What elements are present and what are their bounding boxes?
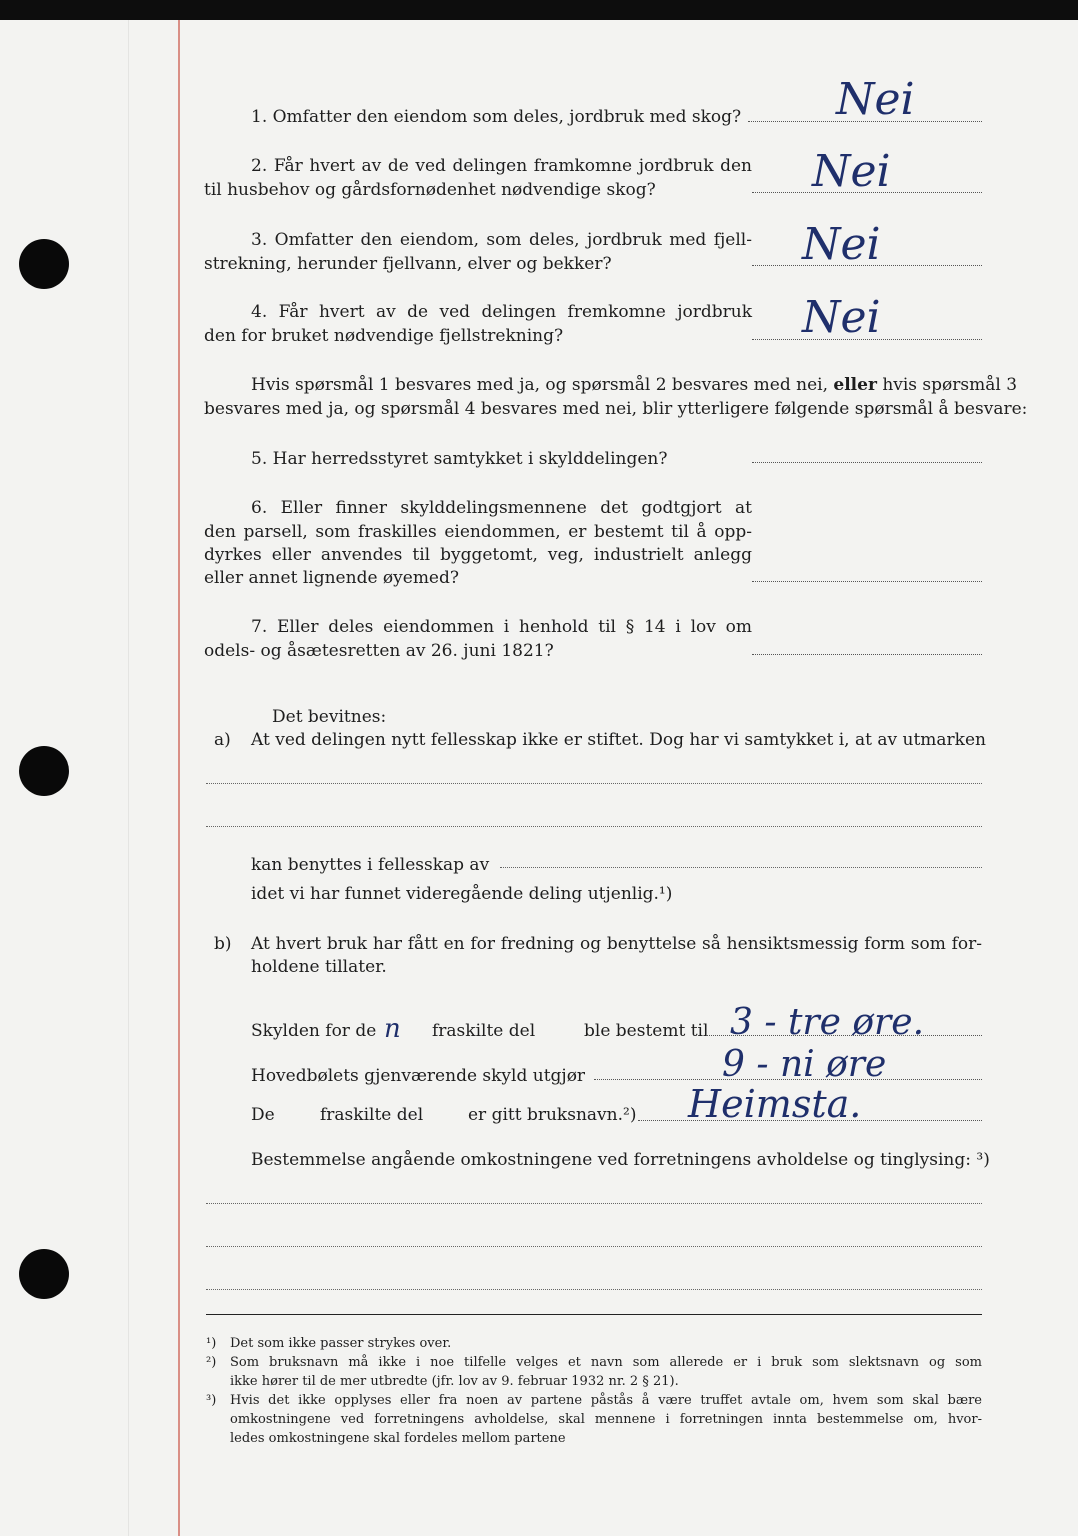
attest-a-reason: idet vi har funnet videregående deling utjenlig.¹) (251, 884, 673, 904)
bruk-label-c: er gitt bruksnavn.²) (468, 1105, 637, 1125)
answer-line-7 (752, 654, 982, 655)
attest-a-shared: kan benyttes i fellesskap av (251, 855, 490, 875)
attest-intro: Det bevitnes: (272, 707, 387, 727)
question-5: 5. Har herredsstyret samtykket i skylddelingen? (251, 449, 668, 469)
scan-top-edge (0, 0, 1078, 20)
question-1: 1. Omfatter den eiendom som deles, jordbruk med skog? (251, 107, 742, 127)
question-3-line2: strekning, herunder fjellvann, elver og bekker? (204, 254, 612, 274)
answer-line-5 (752, 462, 982, 463)
question-4-line2: den for bruket nødvendige fjellstrekning? (204, 326, 564, 346)
answer-line-6 (752, 581, 982, 582)
bruk-label-b: fraskilte del (320, 1105, 424, 1125)
question-3-line1: 3. Omfatter den eiendom, som deles, jordbruk med fjell- (251, 230, 752, 250)
answer-4: Nei (802, 292, 881, 343)
answer-1: Nei (836, 74, 915, 125)
footnote-3-line3: ledes omkostningene skal fordeles mellom partene (230, 1431, 566, 1446)
question-6-line1: 6. Eller finner skylddelingsmennene det godtgjort at (251, 498, 752, 518)
footnote-separator (206, 1314, 982, 1315)
footnote-3-mark: ³) (206, 1393, 217, 1408)
attest-a-text: At ved delingen nytt fellesskap ikke er stiftet. Dog har vi samtykket i, at av utmarken (251, 730, 986, 750)
question-7-line2: odels- og åsætesretten av 26. juni 1821? (204, 641, 554, 661)
question-2-line2: til husbehov og gårdsfornødenhet nødvendige skog? (204, 180, 656, 200)
cost-label: Bestemmelse angående omkostningene ved forretningens avholdelse og tinglysing: ³) (251, 1150, 990, 1170)
cost-fill-line (206, 1246, 982, 1247)
footnote-3-line1: Hvis det ikke opplyses eller fra noen av partene påstås å være truffet avtale om, hvem som skal bære (230, 1393, 982, 1408)
question-6-line3: dyrkes eller anvendes til byggetomt, veg, industrielt anlegg (204, 545, 752, 565)
attest-a-label: a) (214, 730, 231, 750)
question-6-line4: eller annet lignende øyemed? (204, 568, 459, 588)
skyld-label-c: ble bestemt til (584, 1021, 709, 1041)
footnote-2-mark: ²) (206, 1355, 217, 1370)
attest-b-line2: holdene tillater. (251, 957, 387, 977)
footnote-1-mark: ¹) (206, 1336, 217, 1351)
attest-a-shared-line (500, 867, 982, 868)
cost-fill-line (206, 1203, 982, 1204)
punch-hole-icon (19, 746, 69, 796)
conditional-line1: Hvis spørsmål 1 besvares med ja, og spørsmål 2 besvares med nei, eller hvis spørsmål 3 (251, 375, 1018, 395)
skyld-label-b: fraskilte del (432, 1021, 536, 1041)
question-4-line1: 4. Får hvert av de ved delingen fremkomne jordbruk (251, 302, 752, 322)
footnote-1: Det som ikke passer strykes over. (230, 1336, 452, 1351)
bruk-label-a: De (251, 1105, 275, 1125)
answer-3: Nei (802, 219, 881, 270)
paper-fold-line (128, 20, 129, 1536)
hoved-value: 9 - ni øre (722, 1044, 887, 1085)
attest-b-line1: At hvert bruk har fått en for fredning og benyttelse så hensiktsmessig form som for- (251, 934, 982, 954)
footnote-2-line2: ikke hører til de mer utbredte (jfr. lov av 9. februar 1932 nr. 2 § 21). (230, 1374, 679, 1389)
margin-rule (178, 20, 180, 1536)
punch-hole-icon (19, 1249, 69, 1299)
attest-a-fill-line (206, 826, 982, 827)
skyld-value: 3 - tre øre. (730, 1002, 925, 1043)
punch-hole-icon (19, 239, 69, 289)
answer-2: Nei (812, 146, 891, 197)
footnote-2-line1: Som bruksnavn må ikke i noe tilfelle velges et navn som allerede er i bruk som slektsnavn og som (230, 1355, 982, 1370)
question-7-line1: 7. Eller deles eiendommen i henhold til § 14 i lov om (251, 617, 752, 637)
hoved-label: Hovedbølets gjenværende skyld utgjør (251, 1066, 586, 1086)
footnote-3-line2: omkostningene ved forretningens avholdelse, skal mennene i forretningen innta bestemmelse om, hvor- (230, 1412, 982, 1427)
attest-b-label: b) (214, 934, 232, 954)
bruk-value: Heimsta. (688, 1082, 862, 1126)
question-6-line2: den parsell, som fraskilles eiendommen, er bestemt til å opp- (204, 522, 752, 542)
attest-a-fill-line (206, 783, 982, 784)
cost-fill-line (206, 1289, 982, 1290)
conditional-line2: besvares med ja, og spørsmål 4 besvares med nei, blir ytterligere følgende spørsmål å besvare: (204, 399, 1028, 419)
question-2-line1: 2. Får hvert av de ved delingen framkomne jordbruk den (251, 156, 752, 176)
skyld-label-a: Skylden for de (251, 1021, 377, 1041)
skyld-hw-de: n (384, 1014, 401, 1044)
